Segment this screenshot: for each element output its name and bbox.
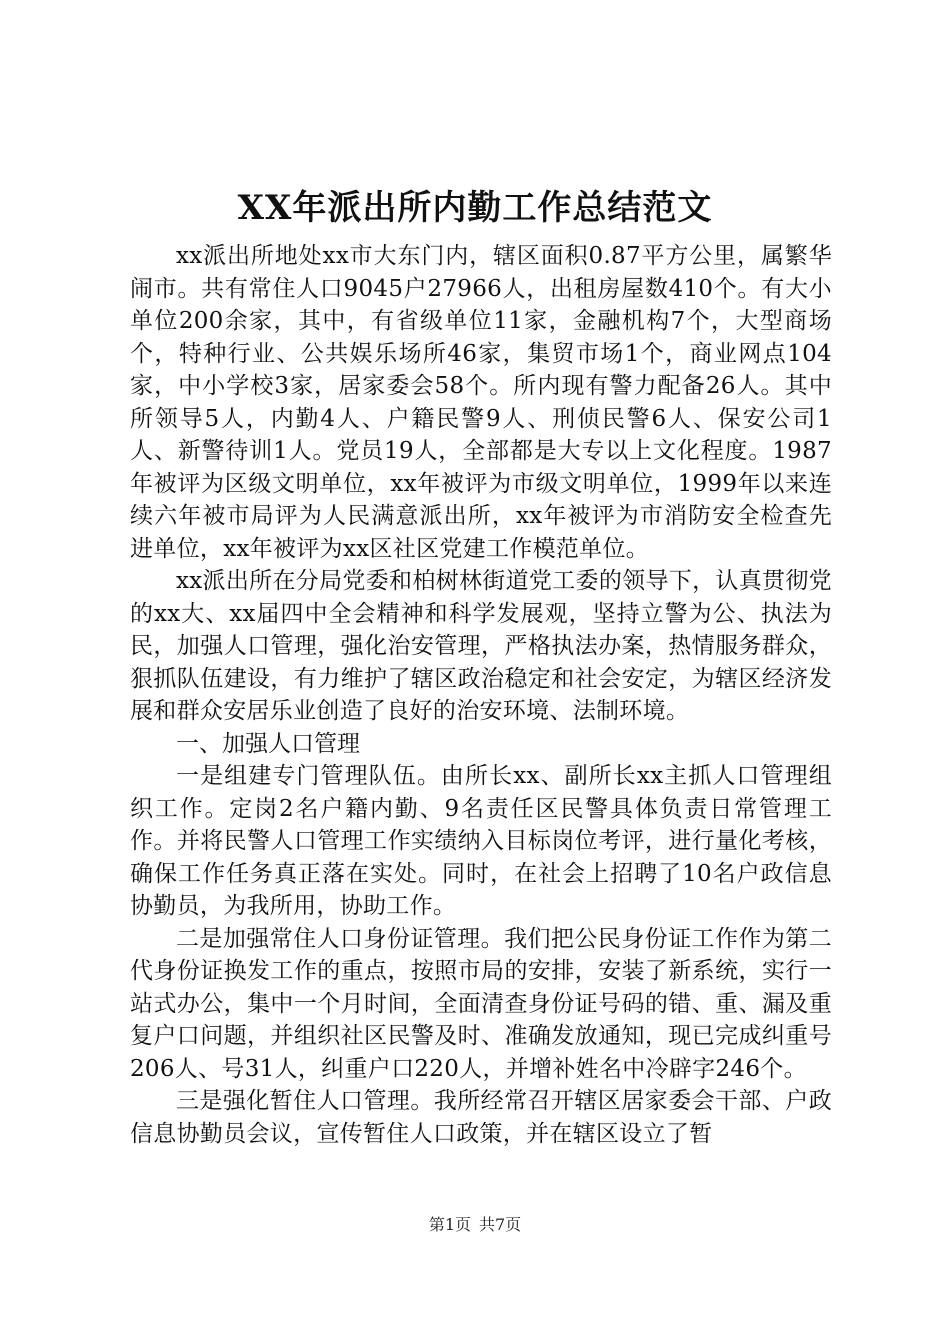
document-body <box>130 240 832 1150</box>
body-paragraph: xx派出所在分局党委和柏树林街道党工委的领导下，认真贯彻党的xx大、xx届四中全会精神和科学发展观，坚持立警为公、执法为民，加强人口管理，强化治安管理，严格执法办案，热情服务群众，狠抓队伍建设，有力维护了辖区政治稳定和社会安定，为辖区经济发展和群众安居乐业创造了良好的治安环境、法制环境。 <box>130 568 832 724</box>
section-heading: 一、加强人口管理 <box>176 730 360 757</box>
body-paragraph: 一是组建专门管理队伍。由所长xx、副所长xx主抓人口管理组织工作。定岗2名户籍内勤、9名责任区民警具体负责日常管理工作。并将民警人口管理工作实绩纳入目标岗位考评，进行量化考核，确保工作任务真正落在实处。同时，在社会上招聘了10名户政信息协勤员，为我所用，协助工作。 <box>130 763 832 919</box>
body-paragraph: xx派出所地处xx市大东门内，辖区面积0.87平方公里，属繁华闹市。共有常住人口9045户27966人，出租房屋数410个。有大小单位200余家，其中，有省级单位11家，金融机构7个，大型商场个，特种行业、公共娱乐场所46家，集贸市场1个，商业网点104家，中小学校3家，居家委会58个。所内现有警力配备26人。其中所领导5人，内勤4人、户籍民警9人、刑侦民警6人、保安公司1人、新警待训1人。党员19人，全部都是大专以上文化程度。1987年被评为区级文明单位，xx年被评为市级文明单位，1999年以来连续六年被市局评为人民满意派出所，xx年被评为市消防安全检查先进单位，xx年被评为xx区社区党建工作模范单位。 <box>130 243 832 562</box>
body-paragraph: 二是加强常住人口身份证管理。我们把公民身份证工作作为第二代身份证换发工作的重点，按照市局的安排，安装了新系统，实行一站式办公，集中一个月时间，全面清查身份证号码的错、重、漏及重复户口问题，并组织社区民警及时、准确发放通知，现已完成纠重号206人、号31人，纠重户口220人，并增补姓名中冷辟字246个。 <box>130 925 832 1082</box>
page-total: 共7页 <box>479 1215 522 1234</box>
page-footer <box>0 1215 950 1235</box>
document-title: XX年派出所内勤工作总结范文 <box>237 188 713 228</box>
body-paragraph: 三是强化暂住人口管理。我所经常召开辖区居家委会干部、户政信息协勤员会议，宣传暂住人口政策，并在辖区设立了暂 <box>130 1088 832 1147</box>
page-number: 第1页 <box>428 1215 471 1234</box>
